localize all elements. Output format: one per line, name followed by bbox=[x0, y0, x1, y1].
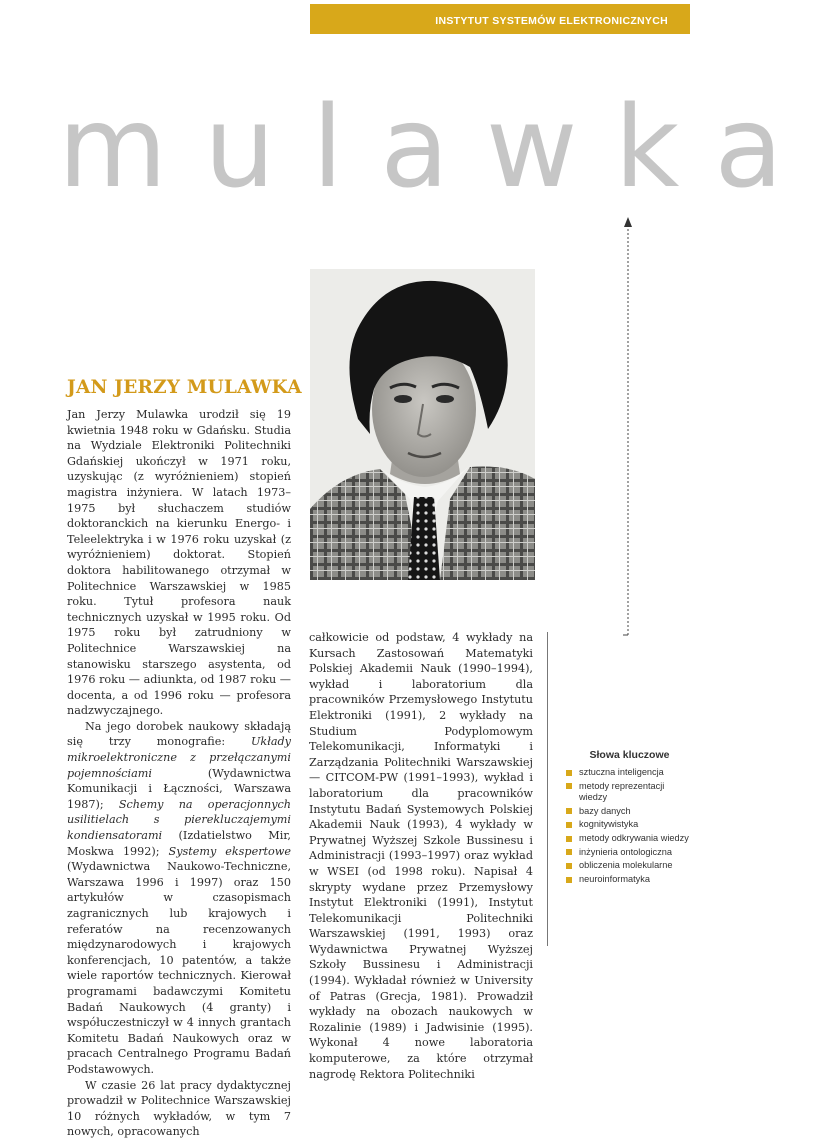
keywords-title: Słowa kluczowe bbox=[589, 749, 670, 761]
dotted-arrow-up-icon bbox=[623, 217, 633, 637]
keyword-item: kognitywistyka bbox=[566, 819, 693, 830]
bio-paragraph: Jan Jerzy Mulawka urodził się 19 kwietnia 1948 roku w Gdańsku. Studia na Wydziale Elektroniki Politechniki Gdańskiej ukończył w 1971 roku, uzyskując (z wyróżnieniem) stopień magistra inżyniera. W latach 1973–1975 był słuchaczem studiów doktoranckich na kierunku Energo- i Teleelektryka i w 1976 roku uzyskał (z wyróżnieniem) doktorat. Stopień doktora habilitowanego otrzymał w Politechnice Warszawskiej w 1985 roku. Tytuł profesora nauk technicznych uzyskał w 1995 roku. Od 1975 roku był zatrudniony w Politechnice Warszawskiej na stanowisku starszego asystenta, od 1976 roku — adiunkta, od 1987 roku — docenta, a od 1996 roku — profesora nadzwyczajnego. bbox=[67, 408, 291, 718]
square-bullet-icon bbox=[566, 783, 572, 789]
square-bullet-icon bbox=[566, 770, 572, 776]
square-bullet-icon bbox=[566, 822, 572, 828]
section-title: INSTYTUT SYSTEMÓW ELEKTRONICZNYCH bbox=[435, 15, 668, 27]
keyword-item: inżynieria ontologiczna bbox=[566, 847, 693, 858]
keyword-item: metody odkrywania wiedzy bbox=[566, 833, 693, 844]
bio-paragraph-publications: Na jego dorobek naukowy składają się trzy monografie: Układy mikroelektroniczne z przełączanymi pojemnościami (Wydawnictwa Komunikacji i Łączności, Warszawa 1987); Schemy na operacjonnych usilitielach s pierekluczajemymi kondiensatorami (Izdatielstwo Mir, Moskwa 1992); Systemy ekspertowe (Wydawnictwa Naukowo-Techniczne, Warszawa 1996 i 1997) oraz 150 artykułów w czasopismach zagranicznych lub krajowych i referatów na recenzowanych międzynarodowych i krajowych konferencjach, 10 patentów, a także wiele raportów technicznych. Kierował programami badawczymi Komitetu Badań Naukowych (4 granty) i współuczestniczył w 4 innych grantach Komitetu Badań Naukowych oraz w pracach Centralnego Programu Badań Podstawowych. bbox=[67, 719, 291, 1076]
keywords-box bbox=[566, 749, 693, 888]
column-divider bbox=[547, 632, 548, 946]
square-bullet-icon bbox=[566, 836, 572, 842]
bio-column-right bbox=[309, 630, 533, 1082]
portrait-photo bbox=[310, 269, 535, 580]
person-name: JAN JERZY MULAWKA bbox=[67, 377, 302, 398]
surname-title: mulawka bbox=[58, 83, 820, 213]
keyword-item: sztuczna inteligencja bbox=[566, 767, 693, 778]
bio-column-left bbox=[67, 407, 291, 1140]
square-bullet-icon bbox=[566, 877, 572, 883]
square-bullet-icon bbox=[566, 849, 572, 855]
keywords-list bbox=[566, 767, 693, 885]
keyword-item: obliczenia molekularne bbox=[566, 860, 693, 871]
square-bullet-icon bbox=[566, 863, 572, 869]
keyword-item: bazy danych bbox=[566, 806, 693, 817]
section-header-bar bbox=[310, 4, 690, 34]
bio-paragraph-teaching-cont: całkowicie od podstaw, 4 wykłady na Kursach Zastosowań Matematyki Polskiej Akademii Nauk (1990–1994), wykład i laboratorium dla pracowników Przemysłowego Instytutu Elektroniki (1991), 2 wykłady na Studium Podyplomowym Telekomunikacji, Informatyki i Zarządzania Politechniki Warszawskiej — CITCOM-PW (1991–1993), wykład i laboratorium dla pracowników Instytutu Badań Systemowych Polskiej Akademii Nauk (1993), 4 wykłady w Prywatnej Wyższej Szkole Bussinesu i Administracji (1993–1997) oraz wykład w WSEI (od 1998 roku). Napisał 4 skrypty wydane przez Przemysłowy Instytut Elektroniki (1991), Instytut Telekomunikacji Politechniki Warszawskiej (1991, 1993) oraz Wydawnictwa Prywatnej Wyższej Szkoły Bussinesu i Administracji (1994). Wykładał również w University of Patras (Grecja, 1981). Prowadził wykłady na obozach naukowych w Rozalinie (1989) i Jadwisinie (1995). Wykonał 4 nowe laboratoria komputerowe, za które otrzymał nagrodę Rektora Politechniki bbox=[309, 631, 533, 1081]
keyword-item: metody reprezentacji wiedzy bbox=[566, 781, 693, 803]
keyword-item: neuroinformatyka bbox=[566, 874, 693, 885]
square-bullet-icon bbox=[566, 808, 572, 814]
bio-paragraph-teaching: W czasie 26 lat pracy dydaktycznej prowadził w Politechnice Warszawskiej 10 różnych wykładów, w tym 7 nowych, opracowanych bbox=[67, 1078, 291, 1139]
